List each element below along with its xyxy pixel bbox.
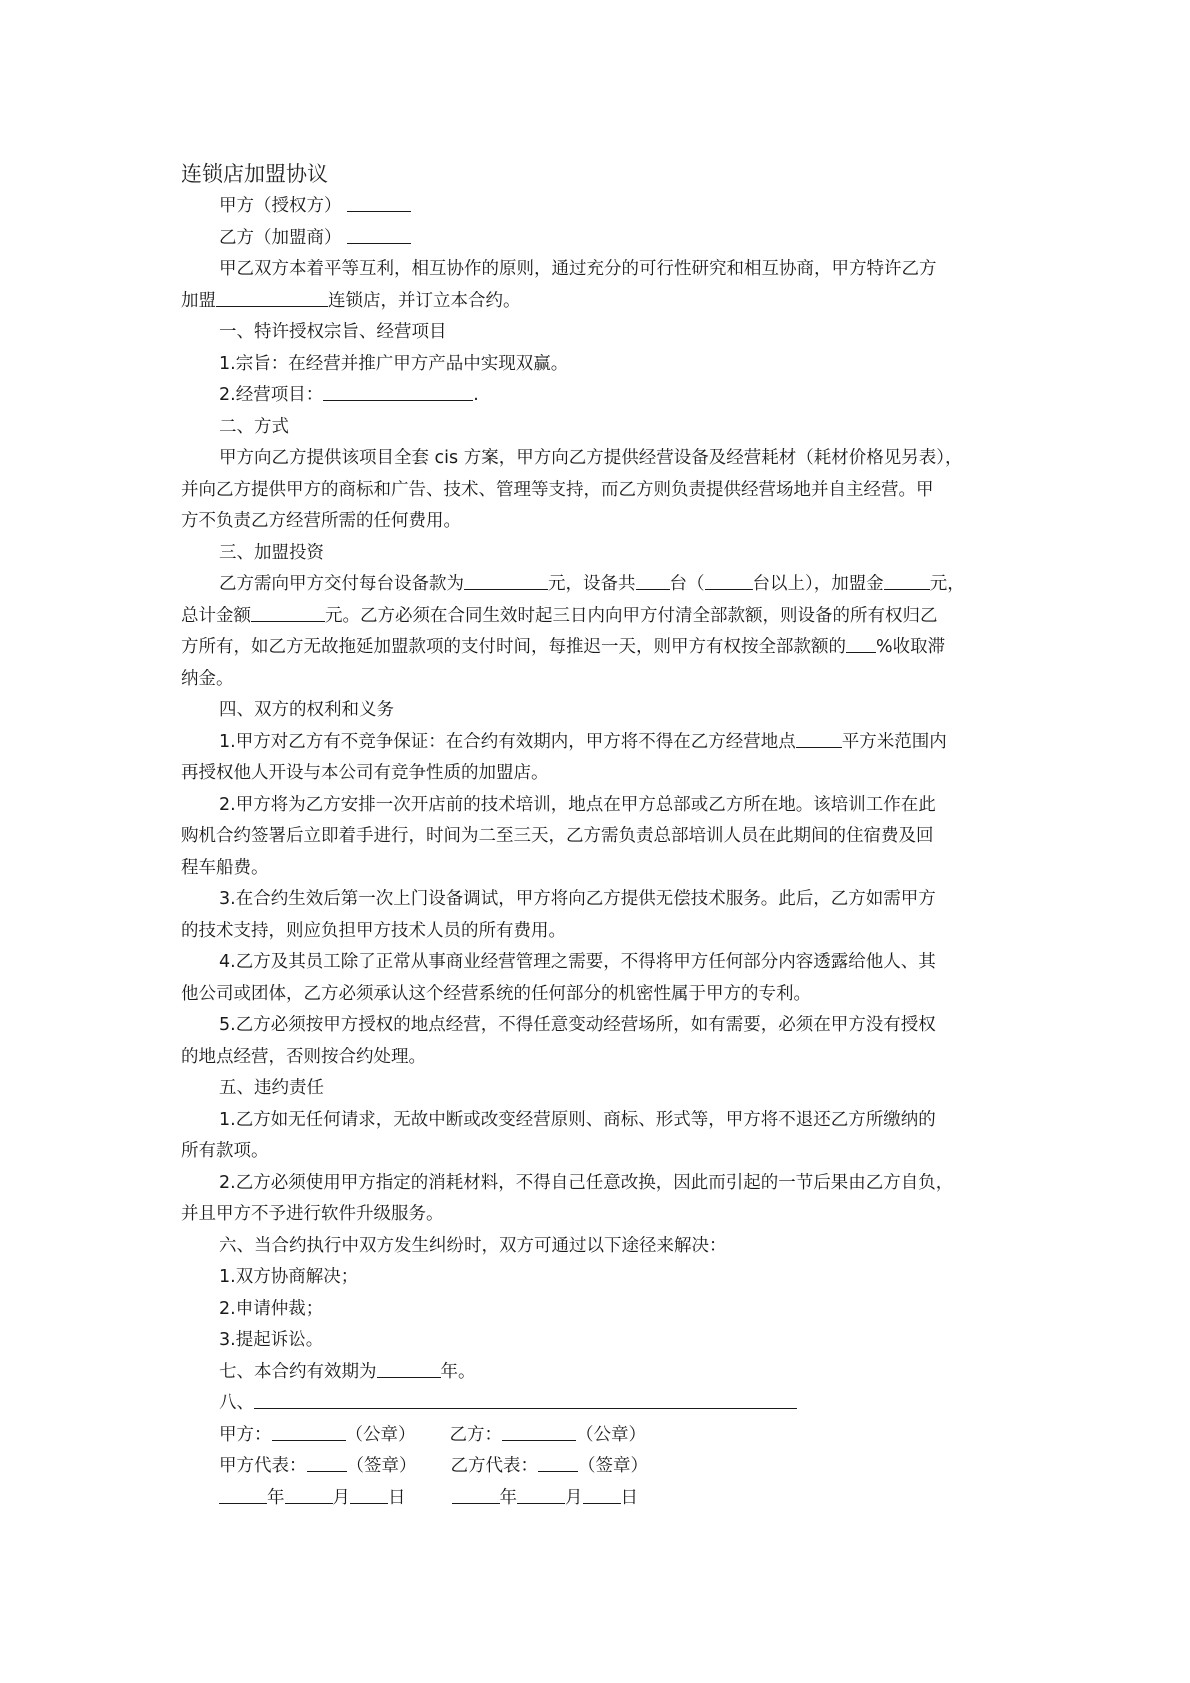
- section-5-p2-line-1: 2.乙方必须使用甲方指定的消耗材料，不得自己任意改换，因此而引起的一节后果由乙方自负，: [219, 1172, 954, 1193]
- blank: [323, 381, 473, 401]
- section-4-p5-line-1: 5.乙方必须按甲方授权的地点经营，不得任意变动经营场所，如有需要，必须在甲方没有授权: [219, 1015, 936, 1035]
- section-2-line-3: 方不负责乙方经营所需的任何费用。: [181, 511, 461, 531]
- section-1-heading: 一、特许授权宗旨、经营项目: [219, 322, 447, 342]
- blank: [452, 1484, 500, 1504]
- signature-date-line: 年 月 日 年 月 日: [181, 1483, 1031, 1515]
- blank: [884, 570, 930, 590]
- blank: [307, 1452, 347, 1472]
- contract-body: [181, 191, 1031, 1514]
- blank: [251, 602, 325, 622]
- blank: [538, 1452, 578, 1472]
- section-1-item-2: 2.经营项目： .: [181, 380, 1031, 412]
- section-4-p2-line-2: 购机合约签署后立即着手进行，时间为二至三天，乙方需负责总部培训人员在此期间的住宿费及回: [181, 826, 934, 846]
- section-3-line-4: 纳金。: [181, 668, 234, 689]
- section-4-p4-line-2: 他公司或团体，乙方必须承认这个经营系统的任何部分的机密性属于甲方的专利。: [181, 983, 811, 1004]
- blank: [705, 570, 753, 590]
- blank: [254, 1389, 797, 1409]
- party-b-line: 乙方（加盟商）: [181, 223, 1031, 255]
- blank: [846, 633, 876, 653]
- blank: [216, 287, 328, 307]
- blank: [583, 1484, 621, 1504]
- blank: [796, 728, 842, 748]
- section-6-item-1: 1.双方协商解决；: [219, 1267, 359, 1287]
- blank: [636, 570, 670, 590]
- blank: [464, 570, 548, 590]
- section-4-p1-line-1: 1.甲方对乙方有不竞争保证：在合约有效期内，甲方将不得在乙方经营地点 平方米范围内: [181, 727, 1031, 759]
- section-3-line-3: 方所有，如乙方无故拖延加盟款项的支付时间，每推迟一天，则甲方有权按全部款额的 %收取滞: [181, 632, 1031, 664]
- section-2-line-1: 甲方向乙方提供该项目全套 cis 方案，甲方向乙方提供经营设备及经营耗材（耗材价格见另表），: [219, 448, 963, 468]
- section-4-p1-line-2: 再授权他人开设与本公司有竞争性质的加盟店。: [181, 763, 549, 783]
- section-5-p1-line-1: 1.乙方如无任何请求，无故中断或改变经营原则、商标、形式等，甲方将不退还乙方所缴纳的: [219, 1109, 936, 1130]
- blank: [285, 1484, 333, 1504]
- intro-line-1: 甲乙双方本着平等互利，相互协作的原则，通过充分的可行性研究和相互协商，甲方特许乙方: [219, 259, 937, 279]
- blank: [517, 1484, 565, 1504]
- section-5-heading: 五、违约责任: [219, 1078, 324, 1098]
- section-4-p2-line-3: 程车船费。: [181, 857, 269, 878]
- section-6-item-2: 2.申请仲裁；: [219, 1298, 324, 1319]
- section-2-heading: 二、方式: [219, 416, 289, 437]
- intro-line-2: 加盟 连锁店，并订立本合约。: [181, 286, 1031, 318]
- section-4-heading: 四、双方的权利和义务: [219, 700, 394, 720]
- section-4-p5-line-2: 的地点经营，否则按合约处理。: [181, 1046, 426, 1067]
- section-6-heading: 六、当合约执行中双方发生纠纷时，双方可通过以下途径来解决：: [219, 1235, 727, 1256]
- section-5-p2-line-2: 并且甲方不予进行软件升级服务。: [181, 1204, 444, 1224]
- blank: [502, 1421, 576, 1441]
- section-7-line: 七、本合约有效期为 年。: [181, 1357, 1031, 1389]
- blank: [347, 224, 411, 244]
- section-4-p3-line-2: 的技术支持，则应负担甲方技术人员的所有费用。: [181, 920, 566, 941]
- section-2-line-2: 并向乙方提供甲方的商标和广告、技术、管理等支持，而乙方则负责提供经营场地并自主经营。甲: [181, 479, 934, 500]
- section-5-p1-line-2: 所有款项。: [181, 1141, 269, 1161]
- section-4-p3-line-1: 3.在合约生效后第一次上门设备调试，甲方将向乙方提供无偿技术服务。此后，乙方如需甲方: [219, 889, 936, 909]
- section-4-p4-line-1: 4.乙方及其员工除了正常从事商业经营管理之需要，不得将甲方任何部分内容透露给他人、其: [219, 952, 936, 972]
- document-title: 连锁店加盟协议: [181, 162, 328, 186]
- section-3-line-1: 乙方需向甲方交付每台设备款为 元，设备共 台（ 台以上），加盟金 元，: [181, 569, 1031, 601]
- section-8-line: 八、: [181, 1388, 1031, 1420]
- section-4-p2-line-1: 2.甲方将为乙方安排一次开店前的技术培训，地点在甲方总部或乙方所在地。该培训工作在此: [219, 794, 936, 815]
- section-6-item-3: 3.提起诉讼。: [219, 1330, 324, 1350]
- section-1-item-1: 1.宗旨：在经营并推广甲方产品中实现双赢。: [219, 353, 569, 374]
- blank: [350, 1484, 388, 1504]
- blank: [219, 1484, 267, 1504]
- blank: [377, 1358, 441, 1378]
- section-3-heading: 三、加盟投资: [219, 542, 324, 563]
- blank: [272, 1421, 346, 1441]
- party-a-line: 甲方（授权方）: [181, 191, 1031, 223]
- section-3-line-2: 总计金额 元。乙方必须在合同生效时起三日内向甲方付清全部款额，则设备的所有权归乙: [181, 601, 1031, 633]
- signature-rep-line: 甲方代表： （签章） 乙方代表： （签章）: [181, 1451, 1031, 1483]
- signature-seal-line: 甲方： （公章） 乙方： （公章）: [181, 1420, 1031, 1452]
- blank: [347, 192, 411, 212]
